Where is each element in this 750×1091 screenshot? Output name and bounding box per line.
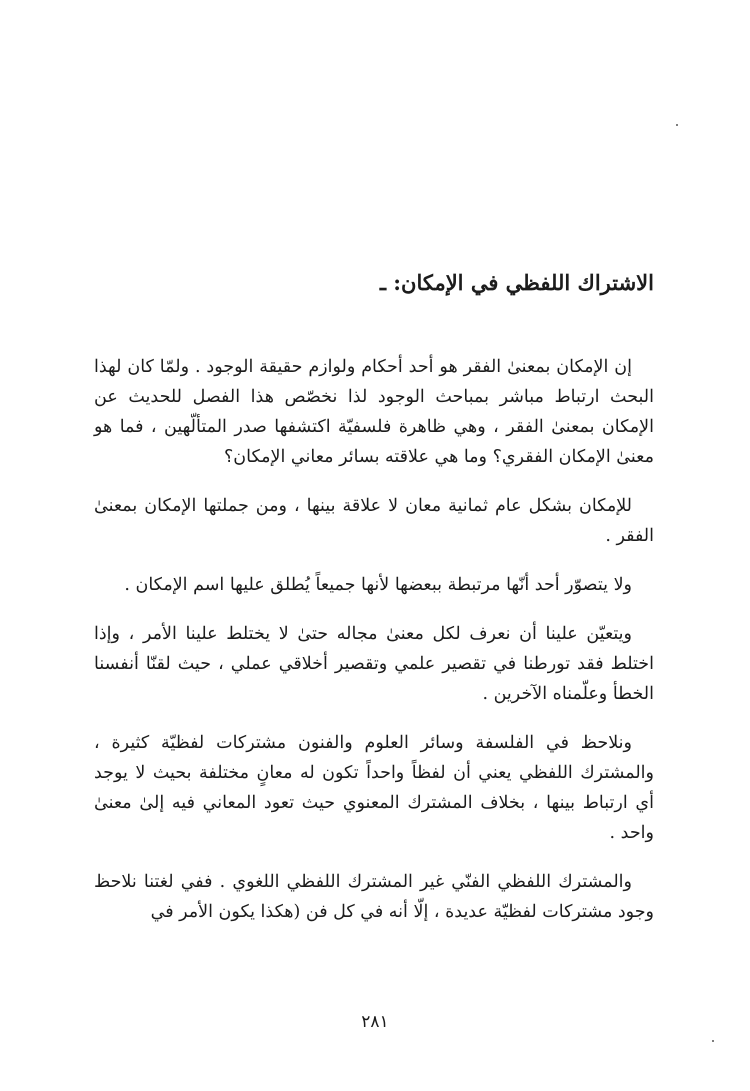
- paragraph-5: ونلاحظ في الفلسفة وسائر العلوم والفنون مشتركات لفظيّة كثيرة ، والمشترك اللفظي يعني أن لفظاً واحداً تكون له معانٍ مختلفة بحيث لا يوجد أي ارتباط بينها ، بخلاف المشترك المعنوي حيث تعود المعاني فيه إلىٰ معنىٰ واحد .: [94, 733, 654, 843]
- paragraph-4: ويتعيّن علينا أن نعرف لكل معنىٰ مجاله حتىٰ لا يختلط علينا الأمر ، وإذا اختلط فقد تورطنا في تقصير علمي وتقصير أخلاقي عملي ، حيث لقنّا أنفسنا الخطأ وعلّمناه الآخرين .: [94, 624, 654, 704]
- section-heading: الاشتراك اللفظي في الإمكان: ـ: [379, 270, 654, 295]
- paragraph-3: ولا يتصوّر أحد أنّها مرتبطة ببعضها لأنها جميعاً يُطلق عليها اسم الإمكان .: [124, 575, 632, 595]
- paragraph-2: للإمكان بشكل عام ثمانية معان لا علاقة بينها ، ومن جملتها الإمكان بمعنىٰ الفقر .: [94, 496, 654, 546]
- body-text: [94, 352, 654, 946]
- scan-speck-mark: [712, 1040, 714, 1042]
- page-number: ٢٨١: [361, 1012, 389, 1032]
- paragraph-1: إن الإمكان بمعنىٰ الفقر هو أحد أحكام ولوازم حقيقة الوجود . ولمّا كان لهذا البحث ارتباط مباشر بمباحث الوجود لذا نخصّص هذا الفصل للحديث عن الإمكان بمعنىٰ الفقر ، وهي ظاهرة فلسفيّة اكتشفها صدر المتألّهين ، فما هو معنىٰ الإمكان الفقري؟ وما هي علاقته بسائر معاني الإمكان؟: [94, 357, 654, 467]
- paragraph-6: والمشترك اللفظي الفنّي غير المشترك اللفظي اللغوي . ففي لغتنا نلاحظ وجود مشتركات لفظيّة عديدة ، إلّا أنه في كل فن (هكذا يكون الأمر في: [94, 872, 654, 922]
- scan-speck-mark: [676, 124, 678, 126]
